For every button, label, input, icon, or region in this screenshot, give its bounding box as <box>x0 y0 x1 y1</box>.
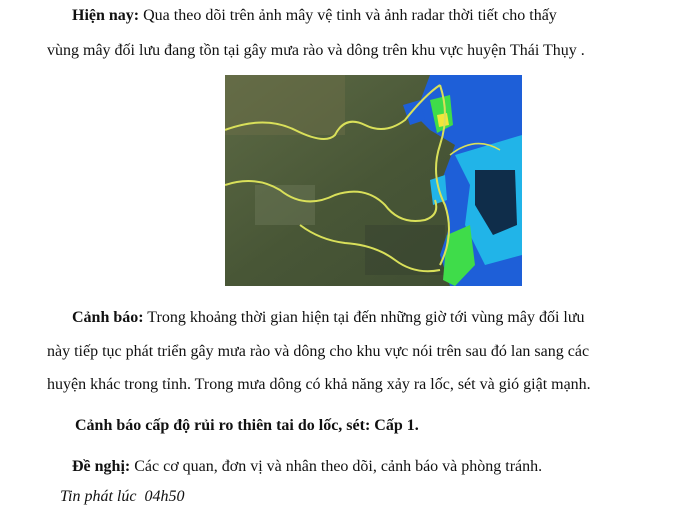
warning-text-2: này tiếp tục phát triển gây mưa rào và dông cho khu vực nói trên sau đó lan sang các <box>47 343 590 360</box>
warning-text-3: huyện khác trong tỉnh. Trong mưa dông có khả năng xảy ra lốc, sét và gió giật mạnh. <box>47 376 591 393</box>
current-text-1: Qua theo dõi trên ảnh mây vệ tinh và ảnh radar thời tiết cho thấy <box>139 7 557 24</box>
current-text-2: vùng mây đối lưu đang tồn tại gây mưa rào và dông trên khu vực huyện Thái Thụy . <box>47 42 585 59</box>
recommendation-paragraph <box>72 457 542 477</box>
recommendation-text: Các cơ quan, đơn vị và nhân theo dõi, cảnh báo và phòng tránh. <box>130 458 543 475</box>
warning-text-1: Trong khoảng thời gian hiện tại đến những giờ tới vùng mây đối lưu <box>143 309 585 326</box>
warning-line-1 <box>72 308 585 328</box>
recommendation-heading: Đề nghị: <box>72 458 131 475</box>
risk-level-notice <box>75 416 419 436</box>
warning-heading: Cảnh báo: <box>72 309 144 326</box>
issued-time: Tin phát lúc 04h50 <box>60 488 185 505</box>
current-heading: Hiện nay: <box>72 7 140 24</box>
current-line-1 <box>72 6 557 26</box>
radar-satellite-image <box>225 75 522 286</box>
risk-level-text: Cảnh báo cấp độ rủi ro thiên tai do lốc, sét: Cấp 1. <box>75 417 419 434</box>
